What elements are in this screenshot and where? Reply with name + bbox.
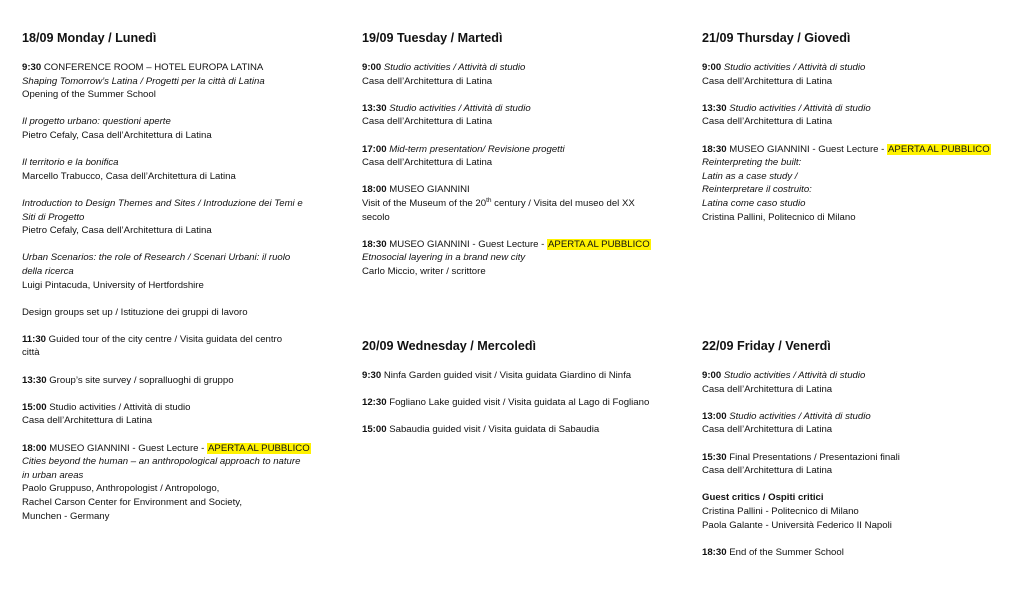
schedule-entry <box>702 451 1012 478</box>
schedule-entry <box>362 143 672 170</box>
entry-talk-title-cont: in urban areas <box>22 469 84 481</box>
schedule-entry <box>22 333 342 360</box>
friday-column <box>702 338 1012 559</box>
entry-text: Studio activities / Attività di studio <box>46 401 191 413</box>
day-title-tuesday: 19/09 Tuesday / Martedì <box>362 31 503 45</box>
entry-talk-title-cont: della ricerca <box>22 265 74 277</box>
schedule-entry <box>702 491 1012 532</box>
entry-note: Opening of the Summer School <box>22 89 156 101</box>
entry-location: Casa dell’Architettura di Latina <box>362 157 493 169</box>
entry-location: Casa dell’Architettura di Latina <box>702 116 833 128</box>
entry-speaker: Pietro Cefaly, Casa dell’Architettura di Latina <box>22 225 212 237</box>
entry-text-part: Visit of the Museum of the 20 <box>362 197 487 209</box>
entry-talk-title: Urban Scenarios: the role of Research / Scenari Urbani: il ruolo <box>22 252 291 264</box>
schedule-entry <box>702 410 1012 437</box>
entry-time: 18:00 <box>362 184 387 196</box>
entry-speaker-affiliation: Rachel Carson Center for Environment and Society, <box>22 497 243 508</box>
entry-superscript: th <box>486 196 492 204</box>
schedule-entry <box>702 546 1012 560</box>
entry-text: Sabaudia guided visit / Visita guidata di Sabaudia <box>386 424 600 436</box>
entry-time: 15:30 <box>702 451 727 463</box>
day-title-monday: 18/09 Monday / Lunedì <box>22 31 157 45</box>
entry-location: Casa dell’Architettura di Latina <box>362 116 493 128</box>
entry-time: 15:00 <box>362 424 387 436</box>
entry-text: Studio activities / Attività di studio <box>721 370 866 381</box>
tuesday-column <box>362 30 672 279</box>
entry-text: Ninfa Garden guided visit / Visita guidata Giardino di Ninfa <box>381 370 632 381</box>
schedule-entry <box>22 374 342 388</box>
entry-location: Casa dell’Architettura di Latina <box>22 415 153 427</box>
guest-critics-heading: Guest critics / Ospiti critici <box>702 492 824 504</box>
entry-time: 9:00 <box>702 370 722 381</box>
schedule-entry <box>22 442 342 524</box>
entry-text: Studio activities / Attività di studio <box>381 62 526 73</box>
entry-text-cont: città <box>22 347 40 359</box>
schedule-entry <box>362 183 672 224</box>
schedule-entry <box>702 369 1012 396</box>
public-badge: APERTA AL PUBBLICO <box>548 238 650 250</box>
entry-text-part: century / Visita del museo del XX <box>491 197 635 209</box>
entry-text: Studio activities / Attività di studio <box>726 410 871 422</box>
entry-time: 18:00 <box>22 442 47 454</box>
entry-time: 13:30 <box>22 374 47 386</box>
entry-talk-title: Etnosocial layering in a brand new city <box>362 252 526 264</box>
entry-talk-title-cont: Siti di Progetto <box>22 211 85 223</box>
entry-location: Casa dell’Architettura di Latina <box>362 75 493 87</box>
schedule-entry <box>22 251 342 292</box>
entry-text: MUSEO GIANNINI - Guest Lecture - <box>726 143 888 155</box>
day-title-thursday: 21/09 Thursday / Giovedì <box>702 31 851 45</box>
entry-text: Studio activities / Attività di studio <box>386 102 531 114</box>
entry-talk-title: Il territorio e la bonifica <box>22 157 119 169</box>
public-badge: APERTA AL PUBBLICO <box>208 442 310 454</box>
entry-time: 15:00 <box>22 401 47 413</box>
entry-speaker: Marcello Trabucco, Casa dell’Architettura di Latina <box>22 170 236 182</box>
public-badge: APERTA AL PUBBLICO <box>888 143 990 155</box>
entry-subtitle: Shaping Tomorrow’s Latina / Progetti per la città di Latina <box>22 75 265 87</box>
schedule-entry <box>22 156 342 183</box>
entry-time: 9:00 <box>362 62 382 73</box>
entry-text-cont: secolo <box>362 211 390 223</box>
entry-time: 18:30 <box>702 143 727 155</box>
schedule-entry <box>362 102 672 129</box>
entry-text: MUSEO GIANNINI - Guest Lecture - <box>386 238 548 250</box>
schedule-entry <box>362 238 672 279</box>
entry-time: 9:00 <box>702 62 722 73</box>
entry-text: Studio activities / Attività di studio <box>721 62 866 73</box>
entry-text: Guided tour of the city centre / Visita guidata del centro <box>46 333 283 345</box>
entry-talk-title: Introduction to Design Themes and Sites / Introduzione dei Temi e <box>22 197 303 209</box>
wednesday-column <box>362 338 672 437</box>
entry-talk-title-cont: Reinterpretare il costruito: <box>702 184 812 196</box>
schedule-entry <box>22 306 342 320</box>
day-title-wednesday: 20/09 Wednesday / Mercoledì <box>362 339 537 353</box>
entry-talk-title: Cities beyond the human – an anthropological approach to nature <box>22 456 301 468</box>
entry-talk-title: Il progetto urbano: questioni aperte <box>22 116 171 128</box>
day-title-friday: 22/09 Friday / Venerdì <box>702 339 831 353</box>
entry-speaker-location: Munchen - Germany <box>22 510 110 522</box>
entry-talk-title: Reinterpreting the built: <box>702 157 802 169</box>
entry-text: End of the Summer School <box>726 546 844 558</box>
entry-talk-title-cont: Latina come caso studio <box>702 197 806 209</box>
thursday-column <box>702 30 1012 224</box>
entry-text: Fogliano Lake guided visit / Visita guidata al Lago di Fogliano <box>386 397 650 409</box>
entry-location: Casa dell’Architettura di Latina <box>702 75 833 87</box>
schedule-entry <box>362 61 672 88</box>
entry-time: 11:30 <box>22 333 47 345</box>
schedule-entry <box>22 115 342 142</box>
schedule-entry <box>702 102 1012 129</box>
entry-text: MUSEO GIANNINI <box>386 184 470 196</box>
entry-text: Group’s site survey / sopralluoghi di gruppo <box>46 374 234 386</box>
entry-time: 12:30 <box>362 397 387 409</box>
entry-text: Final Presentations / Presentazioni finali <box>726 451 900 463</box>
monday-column <box>22 30 342 523</box>
entry-text: Mid-term presentation/ Revisione progetti <box>386 143 565 155</box>
entry-text: Studio activities / Attività di studio <box>726 102 871 114</box>
guest-critic: Cristina Pallini - Politecnico di Milano <box>702 505 859 517</box>
schedule-entry <box>702 143 1012 225</box>
entry-time: 13:00 <box>702 410 727 422</box>
entry-time: 18:30 <box>702 546 727 558</box>
schedule-entry <box>362 369 672 383</box>
schedule-entry <box>702 61 1012 88</box>
entry-speaker: Luigi Pintacuda, University of Hertfordshire <box>22 279 204 291</box>
entry-speaker: Cristina Pallini, Politecnico di Milano <box>702 211 856 223</box>
schedule-entry <box>362 396 672 410</box>
schedule-entry <box>22 401 342 428</box>
entry-text: CONFERENCE ROOM – HOTEL EUROPA LATINA <box>41 62 264 73</box>
entry-location: Casa dell’Architettura di Latina <box>702 465 833 477</box>
entry-text: MUSEO GIANNINI - Guest Lecture - <box>46 442 208 454</box>
entry-location: Casa dell’Architettura di Latina <box>702 424 833 436</box>
schedule-entry <box>22 61 342 102</box>
entry-time: 17:00 <box>362 143 387 155</box>
entry-speaker: Pietro Cefaly, Casa dell’Architettura di Latina <box>22 129 212 141</box>
schedule-entry <box>362 423 672 437</box>
entry-time: 13:30 <box>702 102 727 114</box>
schedule-entry <box>22 197 342 238</box>
guest-critic: Paola Galante - Università Federico II Napoli <box>702 519 892 531</box>
entry-time: 18:30 <box>362 238 387 250</box>
entry-time: 9:30 <box>22 62 42 73</box>
entry-speaker: Carlo Miccio, writer / scrittore <box>362 265 486 277</box>
entry-time: 9:30 <box>362 370 382 381</box>
entry-talk-title-cont: Latin as a case study / <box>702 170 798 182</box>
entry-text: Design groups set up / Istituzione dei gruppi di lavoro <box>22 306 248 318</box>
entry-speaker: Paolo Gruppuso, Anthropologist / Antropologo, <box>22 483 220 495</box>
entry-time: 13:30 <box>362 102 387 114</box>
entry-location: Casa dell’Architettura di Latina <box>702 383 833 395</box>
